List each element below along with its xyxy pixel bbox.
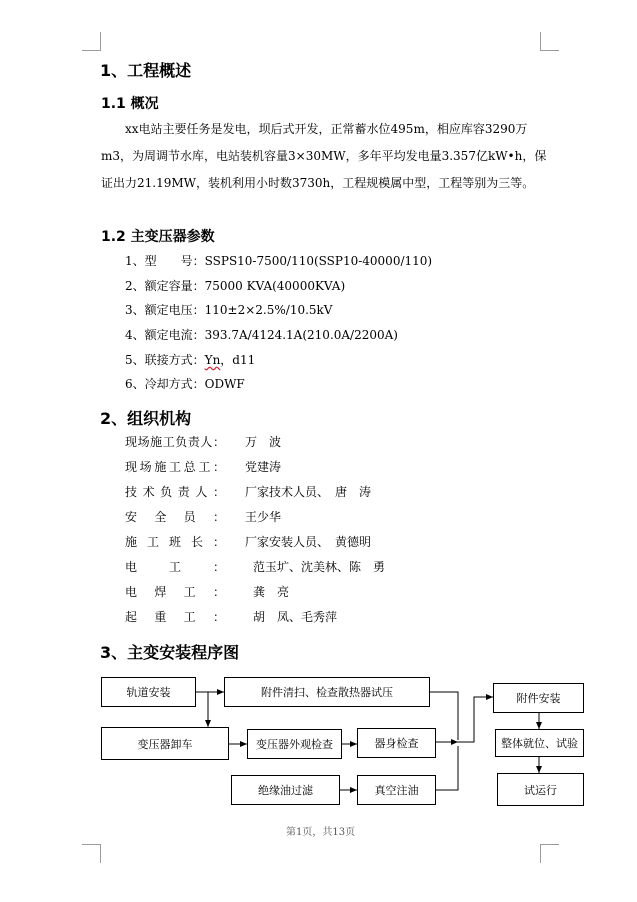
org-value: 龚 亮	[253, 585, 290, 599]
overview-paragraph: xx电站主要任务是发电，坝后式开发，正常蓄水位495m，相应库容3290万m3，为周调节水库，电站装机容量3×30MW，多年平均发电量3.357亿kW•h，保证出力21.19MW，装机利用小时数3730h，工程规模属中型，工程等别为三等。	[101, 122, 547, 190]
flow-box-oil-filter: 绝缘油过滤	[231, 775, 340, 805]
page-footer: 第1页，共13页	[286, 827, 356, 838]
flow-box-accessory-install: 附件安装	[493, 683, 584, 713]
param-voltage: 3、额定电压：110±2×2.5%/10.5kV	[125, 303, 333, 317]
section-1-title: 1、工程概述	[100, 61, 192, 80]
param-connection-label: 5、联接方式：	[125, 353, 205, 367]
param-current: 4、额定电流：393.7A/4124.1A(210.0A/2200A)	[125, 328, 398, 342]
flow-box-accessory-clean: 附件清扫、检查散热器试压	[224, 677, 430, 707]
flow-box-rail-install: 轨道安装	[101, 677, 196, 707]
org-value: 党建涛	[245, 460, 282, 474]
section-3-title: 3、主变安装程序图	[100, 643, 240, 662]
flow-box-trial-run: 试运行	[497, 773, 584, 806]
org-label: 安全员：	[125, 510, 225, 524]
org-value: 万 波	[245, 435, 282, 449]
param-capacity: 2、额定容量：75000 KVA(40000KVA)	[125, 279, 346, 293]
flow-box-body-check: 器身检查	[357, 728, 436, 758]
param-connection-rest: ，d11	[220, 353, 256, 367]
org-label: 起重工：	[125, 610, 225, 624]
org-label: 电工：	[125, 560, 225, 574]
org-label: 现场施工负责人：	[125, 435, 225, 449]
org-label: 现场施工总工：	[125, 460, 225, 474]
org-value: 厂家安装人员、 黄德明	[245, 535, 372, 549]
org-value: 厂家技术人员、 唐 涛	[245, 485, 372, 499]
flow-box-unload: 变压器卸车	[101, 727, 229, 760]
flow-box-appearance-check: 变压器外观检查	[247, 729, 342, 759]
org-value: 胡 凤、毛秀萍	[253, 610, 338, 624]
org-label: 电焊工：	[125, 585, 225, 599]
section-1-2-title: 1.2 主变压器参数	[101, 229, 215, 245]
spellcheck-underlined-text: Yn	[204, 353, 221, 367]
section-1-1-title: 1.1 概况	[101, 96, 159, 112]
section-2-title: 2、组织机构	[100, 409, 192, 428]
org-label: 施工班长：	[125, 535, 225, 549]
org-label: 技术负责人：	[125, 485, 225, 499]
connector-vacuum-merge	[436, 746, 458, 790]
param-cooling: 6、冷却方式：ODWF	[125, 377, 245, 391]
org-value: 王少华	[245, 510, 282, 524]
flow-box-vacuum-oil: 真空注油	[357, 775, 436, 805]
flow-box-position-test: 整体就位、试验	[495, 729, 584, 757]
org-value: 范玉圹、沈美林、陈 勇	[253, 560, 386, 574]
connector-merge-accessory	[458, 697, 493, 742]
param-model: 1、型 号：SSPS10-7500/110(SSP10-40000/110)	[125, 254, 433, 268]
